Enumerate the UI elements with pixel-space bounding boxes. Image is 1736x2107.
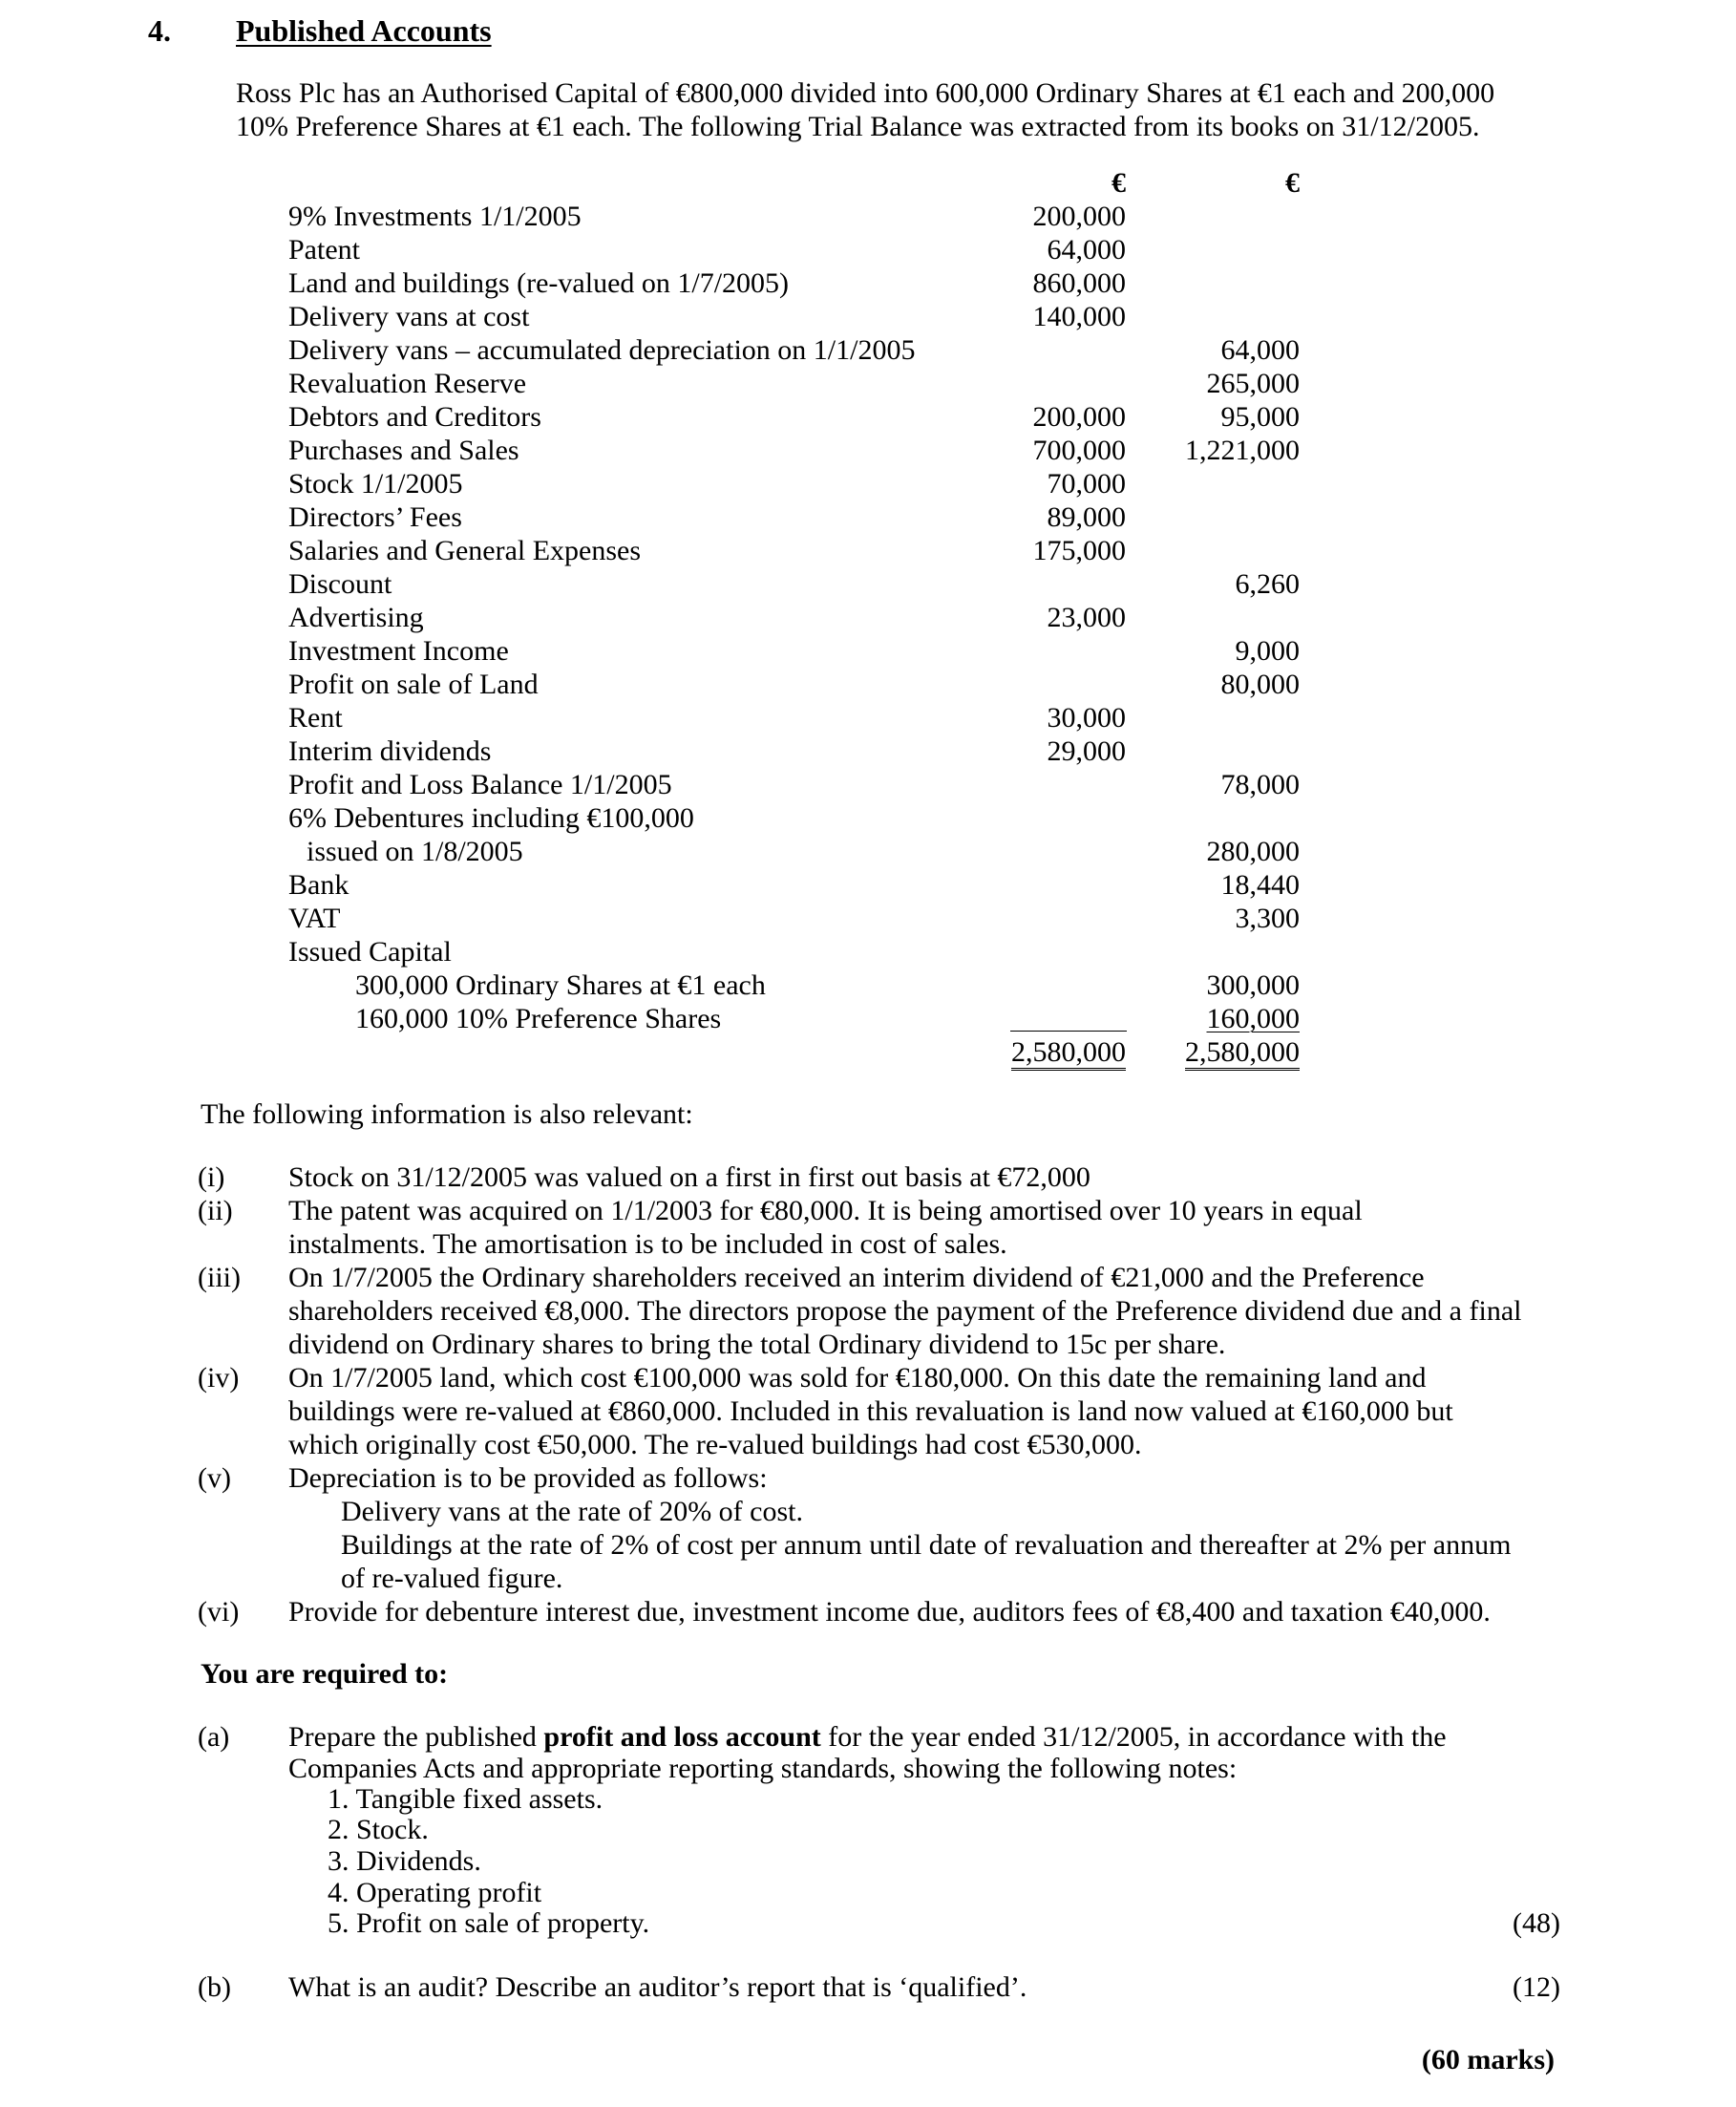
tb-row-label: Delivery vans at cost xyxy=(288,301,530,332)
tb-row-debit: 200,000 xyxy=(1032,201,1126,232)
tb-row-label: 6% Debentures including €100,000 xyxy=(288,802,694,834)
tb-row-label: Directors’ Fees xyxy=(288,501,462,533)
tb-row-label: Profit on sale of Land xyxy=(288,669,539,700)
required-note: 3. Dividends. xyxy=(328,1845,481,1877)
tb-row-debit: 29,000 xyxy=(1047,735,1126,767)
credit-column-header: € xyxy=(1285,167,1300,199)
item-subtext: Delivery vans at the rate of 20% of cost. xyxy=(341,1496,803,1527)
item-subtext: of re-valued figure. xyxy=(341,1563,563,1594)
tb-row-debit: 64,000 xyxy=(1047,234,1126,266)
debit-total-rule xyxy=(1010,1031,1127,1032)
tb-row-label: Debtors and Creditors xyxy=(288,401,541,433)
item-text: On 1/7/2005 land, which cost €100,000 was sold for €180,000. On this date the remaining land and xyxy=(288,1362,1427,1394)
tb-row-label: Advertising xyxy=(288,602,424,633)
tb-row-debit: 140,000 xyxy=(1032,301,1126,332)
intro-line: 10% Preference Shares at €1 each. The following Trial Balance was extracted from its books on 31/12/2005. xyxy=(236,111,1480,142)
required-note: 1. Tangible fixed assets. xyxy=(328,1783,603,1815)
item-number: (iv) xyxy=(198,1362,240,1394)
tb-row-credit: 95,000 xyxy=(1220,401,1300,433)
tb-row-debit: 70,000 xyxy=(1047,468,1126,500)
question-number: 4. xyxy=(148,13,171,48)
tb-row-debit: 700,000 xyxy=(1032,435,1126,466)
tb-row-label: 9% Investments 1/1/2005 xyxy=(288,201,582,232)
tb-row-label: Profit and Loss Balance 1/1/2005 xyxy=(288,769,672,800)
tb-row-debit: 23,000 xyxy=(1047,602,1126,633)
item-subtext: Buildings at the rate of 2% of cost per annum until date of revaluation and thereafter at 2% per annum xyxy=(341,1529,1512,1561)
tb-row-label: Revaluation Reserve xyxy=(288,368,527,399)
requirement-text: What is an audit? Describe an auditor’s report that is ‘qualified’. xyxy=(288,1971,1027,2003)
additional-info-heading: The following information is also relevant: xyxy=(201,1098,693,1130)
requirement-emphasis: profit and loss account xyxy=(543,1721,821,1753)
tb-row-debit: 200,000 xyxy=(1032,401,1126,433)
item-text: The patent was acquired on 1/1/2003 for €80,000. It is being amortised over 10 years in equal xyxy=(288,1195,1363,1226)
debit-column-header: € xyxy=(1111,167,1126,199)
tb-row-debit: 860,000 xyxy=(1032,267,1126,299)
tb-row-credit: 160,000 xyxy=(1206,1003,1300,1034)
tb-row-label: Salaries and General Expenses xyxy=(288,535,642,566)
tb-row-credit: 18,440 xyxy=(1220,869,1300,901)
intro-line: Ross Plc has an Authorised Capital of €800,000 divided into 600,000 Ordinary Shares at €1 each and 200,000 xyxy=(236,77,1495,109)
item-number: (v) xyxy=(198,1462,231,1494)
question-title: Published Accounts xyxy=(236,13,492,48)
tb-row-label: Investment Income xyxy=(288,635,509,667)
marks-b: (12) xyxy=(1513,1971,1560,2003)
item-text: dividend on Ordinary shares to bring the total Ordinary dividend to 15c per share. xyxy=(288,1329,1226,1360)
tb-row-label: Patent xyxy=(288,234,360,266)
tb-row-credit: 64,000 xyxy=(1220,334,1300,366)
tb-row-credit: 280,000 xyxy=(1206,836,1300,867)
item-number: (i) xyxy=(198,1161,225,1193)
tb-row-label: Land and buildings (re-valued on 1/7/2005) xyxy=(288,267,790,299)
tb-row-credit: 1,221,000 xyxy=(1185,435,1300,466)
debit-total: 2,580,000 xyxy=(1011,1038,1126,1071)
tb-row-credit: 78,000 xyxy=(1220,769,1300,800)
total-marks: (60 marks) xyxy=(1421,2044,1555,2075)
tb-row-label: Interim dividends xyxy=(288,735,492,767)
tb-row-credit: 80,000 xyxy=(1220,669,1300,700)
question-intro xyxy=(236,76,1494,143)
item-number: (vi) xyxy=(198,1596,240,1628)
tb-row-label: 160,000 10% Preference Shares xyxy=(355,1003,722,1034)
requirements-heading: You are required to: xyxy=(201,1658,449,1690)
tb-row-label: Stock 1/1/2005 xyxy=(288,468,463,500)
item-text: shareholders received €8,000. The directors propose the payment of the Preference dividend due and a final xyxy=(288,1295,1522,1327)
tb-row-credit: 6,260 xyxy=(1235,568,1300,600)
tb-row-credit: 3,300 xyxy=(1235,903,1300,934)
tb-row-label: Bank xyxy=(288,869,349,901)
credit-total: 2,580,000 xyxy=(1185,1038,1300,1071)
required-note: 5. Profit on sale of property. xyxy=(328,1907,650,1939)
tb-row-debit: 30,000 xyxy=(1047,702,1126,734)
required-note: 2. Stock. xyxy=(328,1814,429,1845)
tb-row-label: Rent xyxy=(288,702,343,734)
marks-a: (48) xyxy=(1513,1907,1560,1939)
required-note: 4. Operating profit xyxy=(328,1877,542,1908)
tb-row-credit: 300,000 xyxy=(1206,969,1300,1001)
tb-row-label: VAT xyxy=(288,903,341,934)
item-text: instalments. The amortisation is to be included in cost of sales. xyxy=(288,1228,1007,1260)
tb-row-debit: 89,000 xyxy=(1047,501,1126,533)
tb-row-credit: 265,000 xyxy=(1206,368,1300,399)
item-text: buildings were re-valued at €860,000. Included in this revaluation is land now valued at €160,000 but xyxy=(288,1395,1453,1427)
tb-row-label: Issued Capital xyxy=(288,936,452,968)
tb-row-label: 300,000 Ordinary Shares at €1 each xyxy=(355,969,766,1001)
requirement-number: (a) xyxy=(198,1721,230,1753)
item-text: which originally cost €50,000. The re-valued buildings had cost €530,000. xyxy=(288,1429,1142,1460)
tb-row-label: issued on 1/8/2005 xyxy=(307,836,523,867)
requirement-text: Companies Acts and appropriate reporting standards, showing the following notes: xyxy=(288,1753,1238,1784)
tb-row-credit: 9,000 xyxy=(1235,635,1300,667)
item-text: Stock on 31/12/2005 was valued on a first in first out basis at €72,000 xyxy=(288,1161,1090,1193)
item-text: Depreciation is to be provided as follows: xyxy=(288,1462,768,1494)
item-text: On 1/7/2005 the Ordinary shareholders received an interim dividend of €21,000 and the Preference xyxy=(288,1262,1425,1293)
item-number: (ii) xyxy=(198,1195,233,1226)
tb-row-label: Purchases and Sales xyxy=(288,435,519,466)
requirement-number: (b) xyxy=(198,1971,231,2003)
tb-row-debit: 175,000 xyxy=(1032,535,1126,566)
tb-row-label: Discount xyxy=(288,568,392,600)
item-text: Provide for debenture interest due, investment income due, auditors fees of €8,400 and taxation €40,000. xyxy=(288,1596,1491,1628)
requirement-text: Prepare the published profit and loss account for the year ended 31/12/2005, in accordance with the xyxy=(288,1721,1447,1753)
tb-row-label: Delivery vans – accumulated depreciation on 1/1/2005 xyxy=(288,334,916,366)
item-number: (iii) xyxy=(198,1262,241,1293)
